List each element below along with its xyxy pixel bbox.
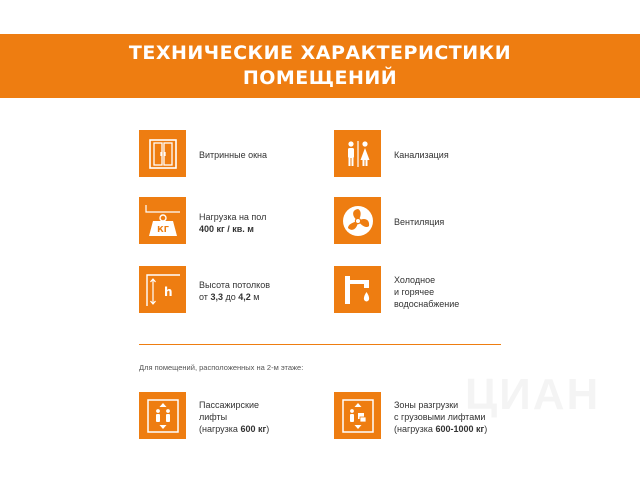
second-floor-note: Для помещений, расположенных на 2-м этаже: (139, 363, 304, 372)
feature-passenger-lifts (139, 392, 269, 439)
feature-cargo-text (394, 399, 487, 435)
ceiling-line1: Высота потолков (199, 280, 270, 290)
weight-icon-text: КГ (156, 224, 169, 234)
feature-windows-label: Витринные окна (199, 150, 268, 160)
cargo-line3 (394, 423, 487, 435)
ceiling-to-value: 4,2 (238, 292, 251, 302)
floor-load-value: 400 кг / кв. м (199, 224, 254, 234)
passenger-lift-icon (139, 392, 186, 439)
passenger-line1: Пассажирские (199, 400, 260, 410)
ceiling-icon-text: h (163, 284, 173, 299)
cargo-line1: Зоны разгрузки (394, 400, 459, 410)
water-line2: и горячее (394, 287, 435, 297)
shop-window-icon (139, 130, 186, 177)
page-title-line1: ТЕХНИЧЕСКИЕ ХАРАКТЕРИСТИКИ (128, 42, 512, 64)
ceiling-unit: м (253, 292, 260, 302)
water-line3: водоснабжение (394, 299, 460, 309)
passenger-load-value: 600 кг (240, 424, 267, 434)
cargo-load-suffix: ) (484, 424, 488, 434)
restroom-icon (334, 130, 381, 177)
page-title-line2: ПОМЕЩЕНИЙ (242, 67, 398, 89)
cargo-load-value: 600-1000 кг (435, 424, 485, 434)
feature-passenger-text (199, 399, 269, 435)
feature-floor-load-text (199, 211, 266, 235)
cargo-load-prefix: (нагрузка (394, 424, 436, 434)
cargo-lift-icon (334, 392, 381, 439)
ceiling-line2 (199, 291, 270, 303)
passenger-line3 (199, 423, 269, 435)
faucet-icon (334, 266, 381, 313)
water-line1: Холодное (394, 275, 436, 285)
feature-ventilation-label: Вентиляция (394, 217, 445, 227)
passenger-load-suffix: ) (266, 424, 270, 434)
feature-water (334, 266, 459, 313)
feature-sewerage (334, 130, 449, 177)
weight-icon (139, 197, 186, 244)
feature-cargo-lifts (334, 392, 487, 439)
feature-floor-load (139, 197, 266, 244)
passenger-load-prefix: (нагрузка (199, 424, 241, 434)
cargo-line2: с грузовыми лифтами (394, 412, 486, 422)
section-divider (139, 344, 501, 345)
ceiling-prefix: от (199, 292, 208, 302)
feature-ceiling-height (139, 266, 270, 313)
fan-icon (334, 197, 381, 244)
passenger-line2: лифты (199, 412, 228, 422)
ceiling-from-value: 3,3 (210, 292, 223, 302)
ceiling-height-icon (139, 266, 186, 313)
feature-sewerage-label: Канализация (394, 150, 449, 160)
header-banner (0, 34, 640, 98)
feature-windows (139, 130, 267, 177)
floor-load-line1: Нагрузка на пол (199, 212, 267, 222)
feature-ventilation (334, 197, 444, 244)
ceiling-mid: до (225, 292, 236, 302)
feature-water-text (394, 274, 459, 310)
feature-ceiling-text (199, 279, 270, 303)
